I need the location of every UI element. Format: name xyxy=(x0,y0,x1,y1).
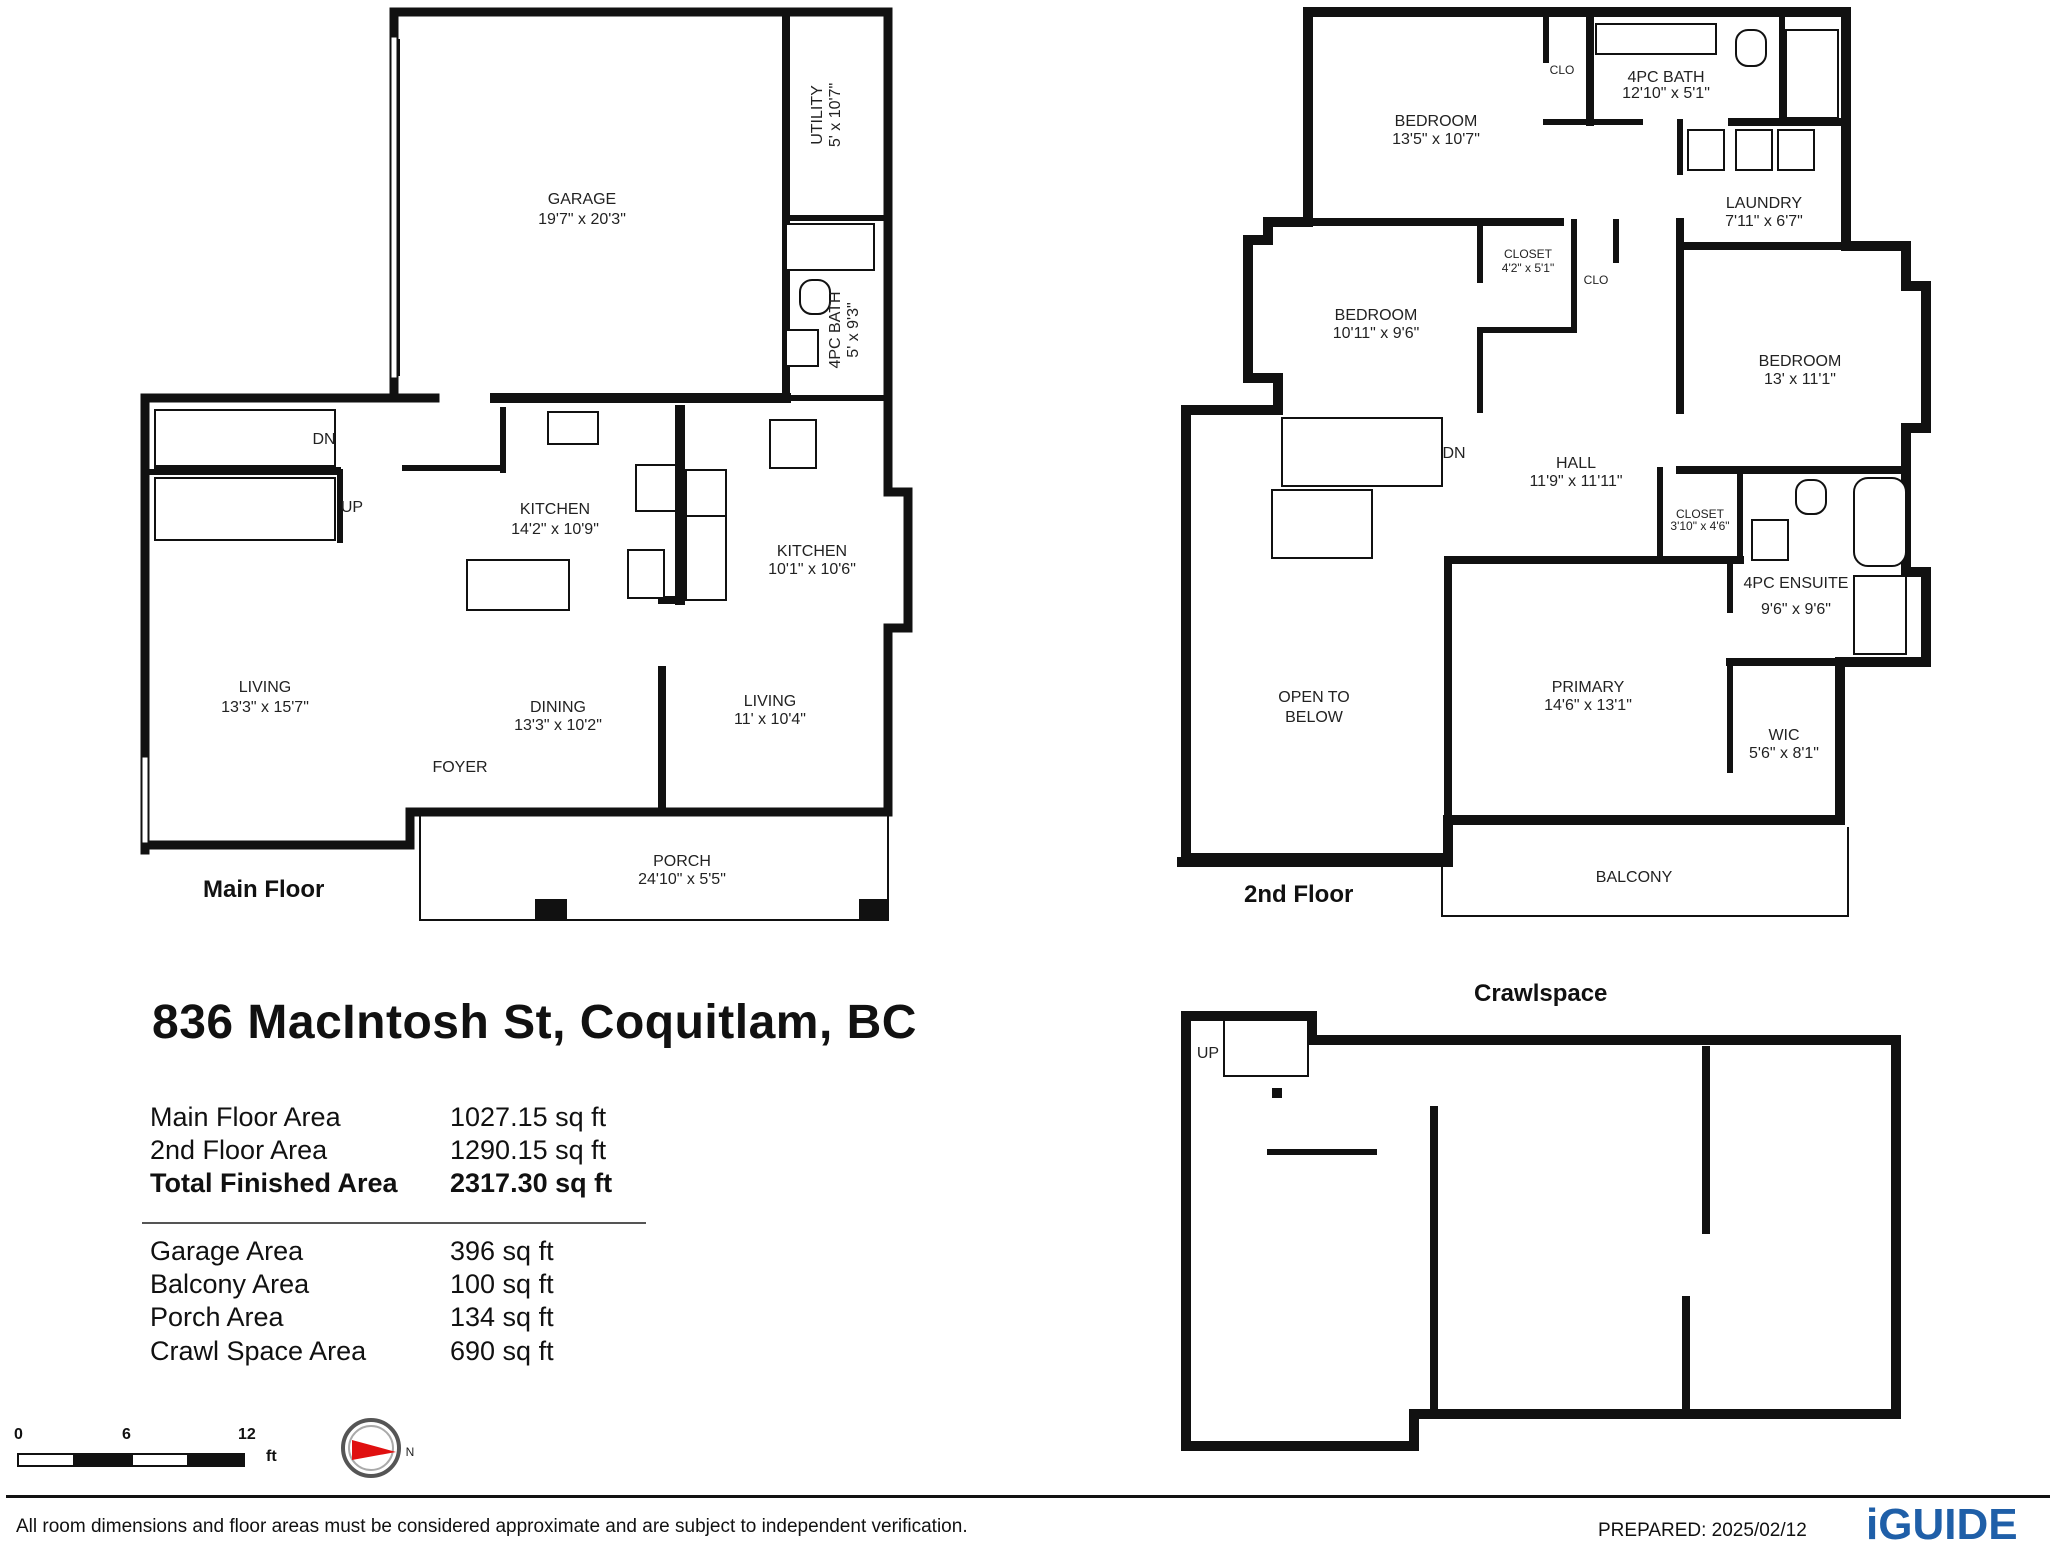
primary-label: PRIMARY xyxy=(1551,679,1625,696)
laundry-sink xyxy=(1688,130,1724,170)
crawl-stair xyxy=(1224,1020,1308,1076)
closet1-label: CLOSET xyxy=(1503,247,1553,261)
living2-dim: 11' x 10'4" xyxy=(734,711,806,728)
fridge2 xyxy=(770,420,816,468)
crawlspace-title: Crawlspace xyxy=(1474,980,1608,1007)
property-address: 836 MacIntosh St, Coquitlam, BC xyxy=(152,996,917,1049)
stair-second-1 xyxy=(1282,418,1442,486)
closet2-dim: 3'10" x 4'6" xyxy=(1670,519,1730,533)
dining-label: DINING xyxy=(530,699,586,716)
scale-seg2 xyxy=(74,1454,132,1466)
dryer xyxy=(1778,130,1814,170)
balcony-label: BALCONY xyxy=(1595,869,1673,886)
wic-label: WIC xyxy=(1768,727,1800,744)
area-label: Garage Area xyxy=(150,1236,304,1266)
clo2-label: CLO xyxy=(1583,273,1609,287)
garage-dim: 19'7" x 20'3" xyxy=(538,211,626,228)
stair-up xyxy=(155,478,335,540)
open-below-line1: OPEN TO xyxy=(1278,689,1350,706)
ensuite-dim: 9'6" x 9'6" xyxy=(1761,601,1831,618)
main-bottom-wall xyxy=(145,812,888,845)
dining-dim: 13'3" x 10'2" xyxy=(514,717,602,734)
porch-post2 xyxy=(860,900,888,918)
closet1-dim: 4'2" x 5'1" xyxy=(1501,261,1555,275)
crawlspace-plan xyxy=(1186,1016,1896,1446)
living1-dim: 13'3" x 15'7" xyxy=(221,699,309,716)
up-crawl-label: UP xyxy=(1196,1045,1220,1062)
crawl-outer-wall xyxy=(1186,1016,1896,1446)
area-label: Crawl Space Area xyxy=(150,1336,367,1366)
laundry-dim: 7'11" x 6'7" xyxy=(1725,213,1803,230)
sink-main xyxy=(786,330,818,366)
ensuite-tub xyxy=(1854,478,1906,566)
area-value: 690 sq ft xyxy=(450,1336,554,1366)
ensuite-label: 4PC ENSUITE xyxy=(1743,575,1849,592)
bath-main-label: 4PC BATH xyxy=(827,291,844,369)
scale-tick-6: 6 xyxy=(122,1426,131,1443)
up-main-label: UP xyxy=(340,499,364,516)
bedroom3-dim: 13' x 11'1" xyxy=(1764,371,1836,388)
bedroom1-label: BEDROOM xyxy=(1394,113,1478,130)
table-divider xyxy=(142,1222,646,1224)
bedroom1-dim: 13'5" x 10'7" xyxy=(1392,131,1480,148)
main-floor-title: Main Floor xyxy=(203,876,325,903)
stove1 xyxy=(636,465,676,511)
closet2-label: CLOSET xyxy=(1675,507,1725,521)
stair-second-2 xyxy=(1272,490,1372,558)
area-label: Balcony Area xyxy=(150,1269,310,1299)
scale-seg3 xyxy=(132,1454,188,1466)
bedroom3-label: BEDROOM xyxy=(1758,353,1842,370)
garage-label: GARAGE xyxy=(547,191,617,208)
crawl-post xyxy=(1272,1088,1282,1098)
fridge xyxy=(628,550,664,598)
iguide-logo: iGUIDE xyxy=(1866,1500,2018,1549)
kitchen1-dim: 14'2" x 10'9" xyxy=(511,521,599,538)
scale-seg4 xyxy=(188,1454,244,1466)
area-label: Porch Area xyxy=(150,1302,284,1332)
scale-bar xyxy=(18,1454,244,1466)
scale-tick-12: 12 xyxy=(238,1426,256,1443)
area-value: 1027.15 sq ft xyxy=(450,1102,607,1132)
porch-dim: 24'10" x 5'5" xyxy=(638,871,726,888)
open-below-line2: BELOW xyxy=(1285,709,1343,726)
bath2-label: 4PC BATH xyxy=(1627,69,1705,86)
area-value: 134 sq ft xyxy=(450,1302,554,1332)
stair-down xyxy=(155,410,335,466)
compass-label: N xyxy=(405,1445,415,1459)
kitchen-island xyxy=(467,560,569,610)
area-value: 396 sq ft xyxy=(450,1236,554,1266)
garage-area-row xyxy=(150,1236,670,1268)
stove2 xyxy=(686,470,726,516)
bathtub-main xyxy=(786,224,874,270)
hall-label: HALL xyxy=(1555,455,1597,472)
bath2-vanity xyxy=(1596,24,1716,54)
kitchen2-label: KITCHEN xyxy=(776,543,848,560)
scale-tick-0: 0 xyxy=(14,1426,23,1443)
second-floor-area-row xyxy=(150,1135,670,1167)
utility-dim: 5' x 10'7" xyxy=(827,82,844,148)
area-value: 2317.30 sq ft xyxy=(450,1168,613,1198)
bedroom2-dim: 10'11" x 9'6" xyxy=(1332,325,1420,342)
crawl-area-row xyxy=(150,1336,670,1368)
disclaimer-text: All room dimensions and floor areas must be considered approximate and are subject to independent verification. xyxy=(16,1516,968,1537)
bath-main-dim: 5' x 9'3" xyxy=(845,302,862,358)
scale-seg1 xyxy=(18,1454,74,1466)
toilet-main xyxy=(800,280,830,314)
porch-area-row xyxy=(150,1302,670,1334)
foyer-label: FOYER xyxy=(432,759,488,776)
total-area-row xyxy=(150,1168,670,1200)
footer-divider xyxy=(6,1495,2050,1498)
second-floor-title: 2nd Floor xyxy=(1244,881,1354,908)
area-label: Total Finished Area xyxy=(150,1168,398,1198)
main-right-wall xyxy=(888,398,908,810)
utility-label: UTILITY xyxy=(809,85,826,145)
wic-dim: 5'6" x 8'1" xyxy=(1749,745,1819,762)
ensuite-toilet xyxy=(1796,480,1826,514)
dn-main-label: DN xyxy=(312,431,336,448)
main-floor-area-row xyxy=(150,1102,670,1134)
ensuite-sink xyxy=(1752,520,1788,560)
counter2 xyxy=(686,516,726,600)
balcony-area-row xyxy=(150,1269,670,1301)
bath2-shower xyxy=(1786,30,1838,118)
living1-label: LIVING xyxy=(238,679,292,696)
porch-label: PORCH xyxy=(653,853,711,870)
porch-post1 xyxy=(536,900,566,918)
scale-unit: ft xyxy=(266,1448,277,1465)
clo1-label: CLO xyxy=(1549,63,1575,77)
ensuite-shower xyxy=(1854,576,1906,654)
primary-dim: 14'6" x 13'1" xyxy=(1544,697,1632,714)
dn-second-label: DN xyxy=(1442,445,1466,462)
prepared-date: PREPARED: 2025/02/12 xyxy=(1598,1520,1807,1541)
bedroom2-label: BEDROOM xyxy=(1334,307,1418,324)
compass-icon xyxy=(343,1420,414,1476)
hall-dim: 11'9" x 11'11" xyxy=(1529,473,1623,490)
bath2-dim: 12'10" x 5'1" xyxy=(1622,85,1710,102)
living2-label: LIVING xyxy=(743,693,797,710)
area-label: Main Floor Area xyxy=(150,1102,341,1132)
laundry-label: LAUNDRY xyxy=(1725,195,1803,212)
kitchen1-label: KITCHEN xyxy=(519,501,591,518)
area-value: 100 sq ft xyxy=(450,1269,554,1299)
bath2-toilet xyxy=(1736,30,1766,66)
washer xyxy=(1736,130,1772,170)
kitchen2-dim: 10'1" x 10'6" xyxy=(768,561,856,578)
area-label: 2nd Floor Area xyxy=(150,1135,328,1165)
area-value: 1290.15 sq ft xyxy=(450,1135,607,1165)
kitchen-sink1 xyxy=(548,412,598,444)
